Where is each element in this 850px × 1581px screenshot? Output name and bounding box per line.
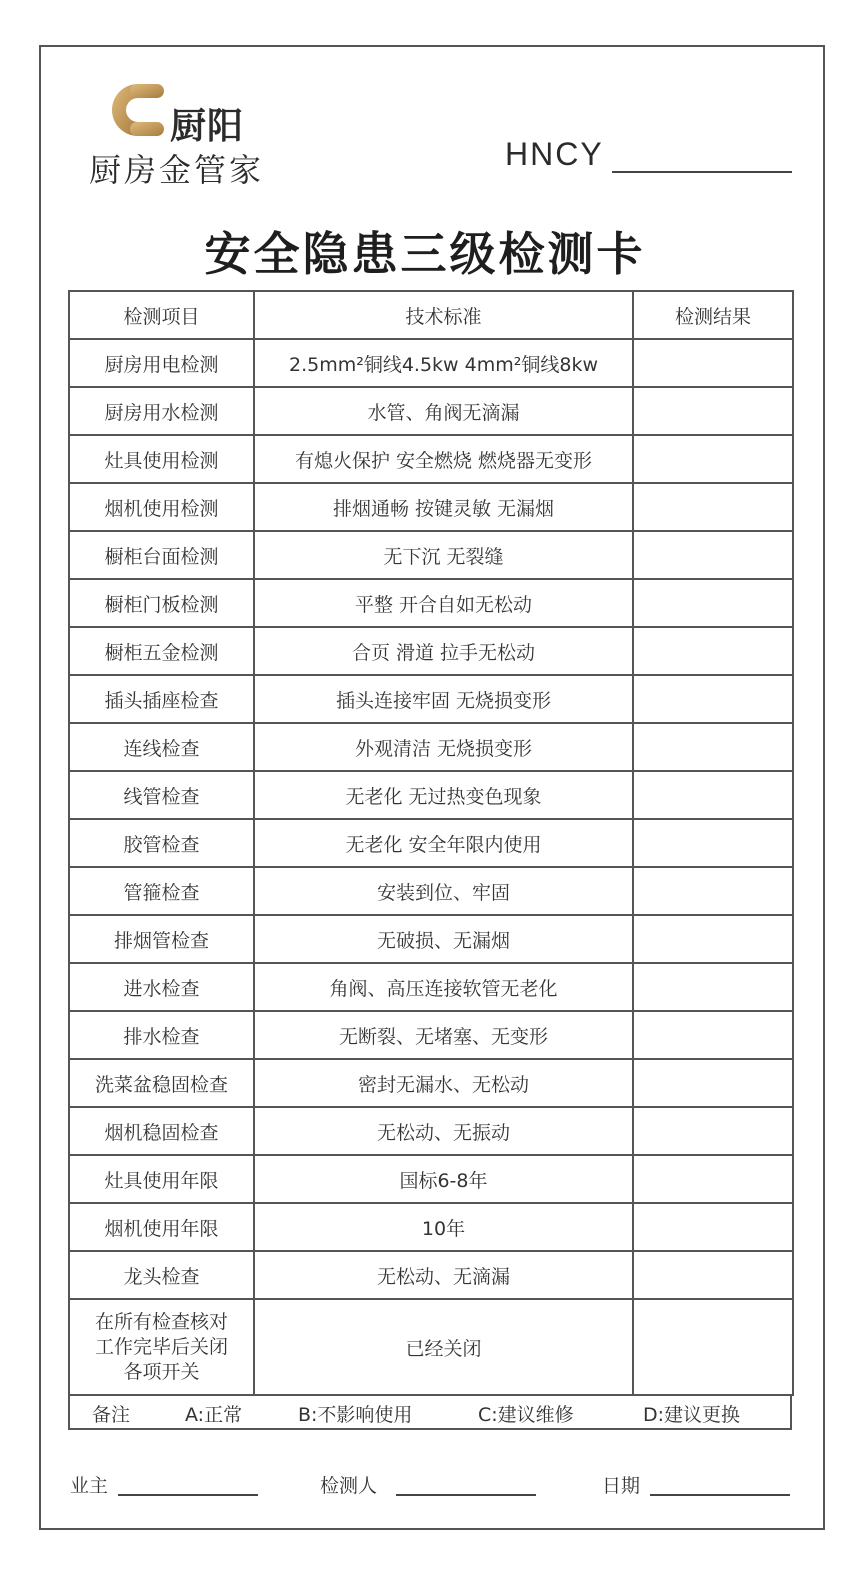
row-item: 厨房用电检测: [69, 339, 254, 387]
row-item: 橱柜门板检测: [69, 579, 254, 627]
row-item: 排水检查: [69, 1011, 254, 1059]
row-result-cell[interactable]: [633, 339, 793, 387]
row-item: 灶具使用检测: [69, 435, 254, 483]
row-item: 烟机使用检测: [69, 483, 254, 531]
row-standard: 2.5mm²铜线4.5kw 4mm²铜线8kw: [254, 339, 633, 387]
remarks-option-b: B:不影响使用: [298, 1404, 413, 1426]
row-result-cell[interactable]: [633, 387, 793, 435]
row-result-cell[interactable]: [633, 579, 793, 627]
header-item: 检测项目: [69, 291, 254, 339]
final-row-item-line: 各项开关: [123, 1360, 200, 1383]
row-result-cell[interactable]: [633, 1107, 793, 1155]
table-row: [69, 1203, 793, 1251]
table-row: [69, 1107, 793, 1155]
row-item: 管箍检查: [69, 867, 254, 915]
table-row: [69, 1011, 793, 1059]
row-item: 洗菜盆稳固检查: [69, 1059, 254, 1107]
row-standard: 合页 滑道 拉手无松动: [254, 627, 633, 675]
row-result-cell[interactable]: [633, 675, 793, 723]
table-row-final: [69, 1299, 793, 1395]
remarks-row: [68, 1394, 792, 1430]
row-item: 龙头检查: [69, 1251, 254, 1299]
row-standard: 无破损、无漏烟: [254, 915, 633, 963]
row-result-cell[interactable]: [633, 963, 793, 1011]
owner-label: 业主: [70, 1475, 109, 1497]
row-result-cell[interactable]: [633, 1011, 793, 1059]
row-result-cell[interactable]: [633, 819, 793, 867]
row-standard: 国标6-8年: [254, 1155, 633, 1203]
table-row: [69, 435, 793, 483]
table-row: [69, 387, 793, 435]
row-result-cell[interactable]: [633, 1251, 793, 1299]
row-standard: 角阀、高压连接软管无老化: [254, 963, 633, 1011]
row-result-cell[interactable]: [633, 867, 793, 915]
header-result: 检测结果: [633, 291, 793, 339]
brand-logo-text: 厨阳: [170, 106, 245, 147]
row-result-cell[interactable]: [633, 1203, 793, 1251]
row-item: 橱柜五金检测: [69, 627, 254, 675]
row-standard: 插头连接牢固 无烧损变形: [254, 675, 633, 723]
row-standard: 无老化 安全年限内使用: [254, 819, 633, 867]
final-row-item: [69, 1299, 254, 1395]
brand-name: 厨房金管家: [89, 151, 265, 189]
brand-logo-icon: [100, 80, 170, 140]
remarks-label: 备注: [92, 1404, 131, 1426]
table-row: [69, 1251, 793, 1299]
row-item: 灶具使用年限: [69, 1155, 254, 1203]
row-standard: 水管、角阀无滴漏: [254, 387, 633, 435]
table-row: [69, 1155, 793, 1203]
remarks-option-d: D:建议更换: [643, 1404, 741, 1426]
row-result-cell[interactable]: [633, 723, 793, 771]
row-item: 烟机使用年限: [69, 1203, 254, 1251]
table-row: [69, 579, 793, 627]
row-item: 橱柜台面检测: [69, 531, 254, 579]
row-standard: 10年: [254, 1203, 633, 1251]
row-standard: 无老化 无过热变色现象: [254, 771, 633, 819]
card-code-field[interactable]: [612, 171, 792, 173]
row-standard: 排烟通畅 按键灵敏 无漏烟: [254, 483, 633, 531]
table-row: [69, 339, 793, 387]
row-item: 胶管检查: [69, 819, 254, 867]
row-standard: 无松动、无振动: [254, 1107, 633, 1155]
table-row: [69, 627, 793, 675]
row-item: 排烟管检查: [69, 915, 254, 963]
row-item: 厨房用水检测: [69, 387, 254, 435]
table-row: [69, 1059, 793, 1107]
table-row: [69, 483, 793, 531]
final-row-item-line: 工作完毕后关闭: [94, 1335, 228, 1358]
final-row-result-cell[interactable]: [633, 1299, 793, 1395]
final-row-item-line: 在所有检查核对: [94, 1310, 228, 1333]
row-standard: 无断裂、无堵塞、无变形: [254, 1011, 633, 1059]
owner-field[interactable]: [118, 1494, 258, 1496]
row-standard: 平整 开合自如无松动: [254, 579, 633, 627]
row-result-cell[interactable]: [633, 1155, 793, 1203]
row-standard: 安装到位、牢固: [254, 867, 633, 915]
table-row: [69, 531, 793, 579]
row-item: 连线检查: [69, 723, 254, 771]
row-result-cell[interactable]: [633, 1059, 793, 1107]
table-row: [69, 963, 793, 1011]
card-code-label: HNCY: [505, 136, 604, 172]
page-title: 安全隐患三级检测卡: [204, 227, 646, 281]
remarks-option-c: C:建议维修: [478, 1404, 574, 1426]
table-header-row: [69, 291, 793, 339]
table-row: [69, 771, 793, 819]
inspector-label: 检测人: [320, 1475, 378, 1497]
header-standard: 技术标准: [254, 291, 633, 339]
row-standard: 无下沉 无裂缝: [254, 531, 633, 579]
row-standard: 无松动、无滴漏: [254, 1251, 633, 1299]
date-label: 日期: [602, 1475, 641, 1497]
row-standard: 密封无漏水、无松动: [254, 1059, 633, 1107]
remarks-option-a: A:正常: [185, 1404, 243, 1426]
row-result-cell[interactable]: [633, 531, 793, 579]
date-field[interactable]: [650, 1494, 790, 1496]
row-result-cell[interactable]: [633, 915, 793, 963]
row-item: 烟机稳固检查: [69, 1107, 254, 1155]
table-row: [69, 867, 793, 915]
row-standard: 有熄火保护 安全燃烧 燃烧器无变形: [254, 435, 633, 483]
final-row-standard: 已经关闭: [254, 1299, 633, 1395]
table-row: [69, 723, 793, 771]
row-result-cell[interactable]: [633, 483, 793, 531]
inspection-table: [68, 290, 794, 1396]
row-item: 插头插座检查: [69, 675, 254, 723]
row-item: 进水检查: [69, 963, 254, 1011]
table-row: [69, 915, 793, 963]
row-item: 线管检查: [69, 771, 254, 819]
row-result-cell[interactable]: [633, 627, 793, 675]
row-standard: 外观清洁 无烧损变形: [254, 723, 633, 771]
table-row: [69, 819, 793, 867]
table-row: [69, 675, 793, 723]
row-result-cell[interactable]: [633, 771, 793, 819]
inspector-field[interactable]: [396, 1494, 536, 1496]
row-result-cell[interactable]: [633, 435, 793, 483]
